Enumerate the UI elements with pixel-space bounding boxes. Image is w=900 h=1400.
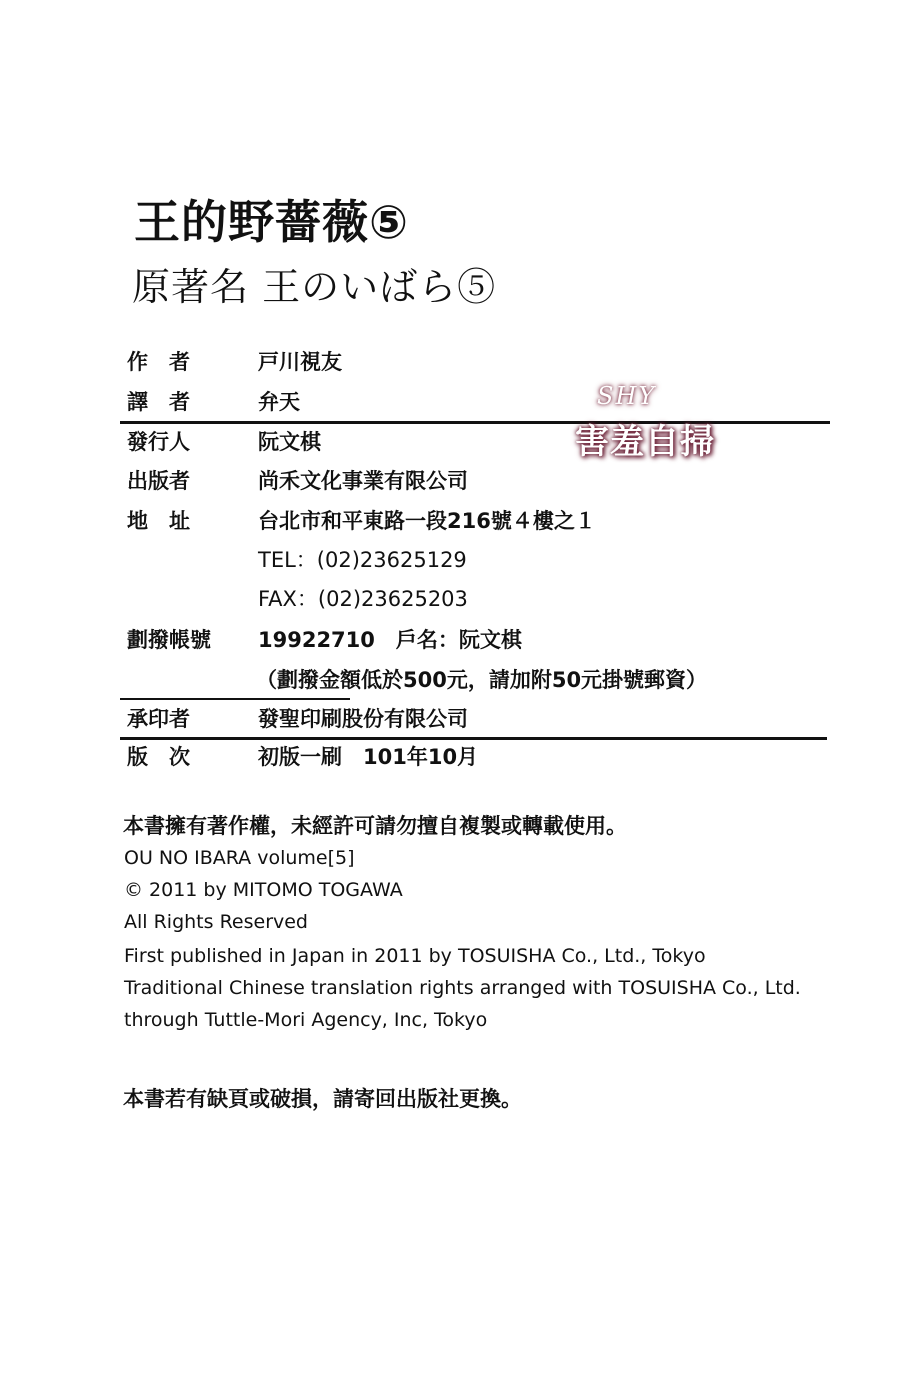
printer-label: 承印者: [127, 707, 190, 731]
publisher-person-value: 阮文棋: [258, 430, 321, 454]
account-label: 劃撥帳號: [127, 628, 211, 652]
address-label: 地 址: [127, 509, 190, 533]
original-title: 原著名 王のいばら⑤: [132, 265, 497, 309]
publisher-person-label: 發行人: [127, 430, 190, 454]
watermark-script: SHY: [597, 382, 657, 410]
divider-bottom: [120, 737, 827, 740]
account-value: 19922710 戶名：阮文棋: [258, 628, 522, 652]
translator-value: 弁天: [258, 390, 300, 414]
book-title: 王的野薔薇⑤: [134, 195, 409, 249]
publisher-label: 出版者: [127, 469, 190, 493]
english-line-5: Traditional Chinese translation rights arranged with TOSUISHA Co., Ltd.: [124, 977, 801, 999]
english-line-4: First published in Japan in 2011 by TOSUISHA Co., Ltd., Tokyo: [124, 945, 706, 967]
english-line-1: OU NO IBARA volume[5]: [124, 847, 355, 869]
edition-value: 初版一刷 101年10月: [258, 745, 479, 769]
author-value: 戸川視友: [258, 350, 342, 374]
scanlation-watermark: [575, 382, 745, 472]
author-label: 作 者: [127, 350, 190, 374]
divider-short: [120, 698, 350, 700]
edition-label: 版 次: [127, 745, 190, 769]
account-note: （劃撥金額低於500元，請加附50元掛號郵資）: [256, 668, 708, 692]
printer-value: 發聖印刷股份有限公司: [258, 707, 468, 731]
english-line-2: © 2011 by MITOMO TOGAWA: [124, 879, 403, 901]
fax-value: FAX：(02)23625203: [258, 587, 468, 611]
publisher-value: 尚禾文化事業有限公司: [258, 469, 468, 493]
english-line-3: All Rights Reserved: [124, 911, 308, 933]
english-line-6: through Tuttle-Mori Agency, Inc, Tokyo: [124, 1009, 488, 1031]
translator-label: 譯 者: [127, 390, 190, 414]
watermark-text: 害羞自掃: [575, 422, 715, 462]
address-value: 台北市和平東路一段216號４樓之１: [258, 509, 596, 533]
defect-notice-zh: 本書若有缺頁或破損，請寄回出版社更換。: [123, 1087, 522, 1111]
tel-value: TEL：(02)23625129: [258, 548, 467, 572]
copyright-notice-zh: 本書擁有著作權，未經許可請勿擅自複製或轉載使用。: [123, 814, 627, 838]
